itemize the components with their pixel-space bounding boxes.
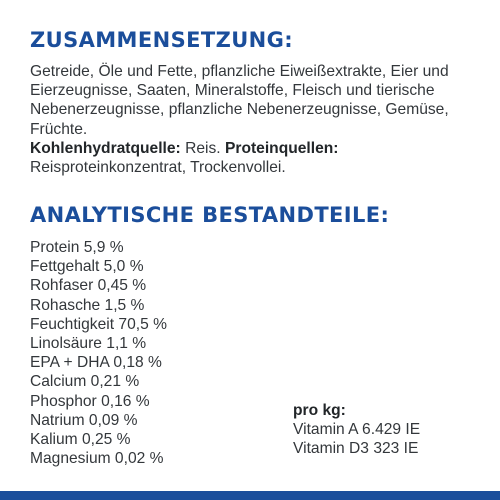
vitamin-d3-value: Vitamin D3 323 IE (293, 440, 419, 458)
analysis-item-epa-dha: EPA + DHA 0,18 % (30, 354, 162, 372)
analysis-item-sodium: Natrium 0,09 % (30, 411, 138, 429)
carb-source-label: Kohlenhydratquelle: (30, 139, 181, 157)
vitamin-list (293, 401, 420, 459)
vitamin-a-value: Vitamin A 6.429 IE (293, 421, 421, 439)
ingredients-list: Getreide, Öle und Fette, pflanzliche Eiweißextrakte, Eier und Eierzeugnisse, Saaten, Mineralstoffe, Fleisch und tierische Nebenerzeugnisse, pflanzliche Nebenerzeugnisse, Gemüse, Früchte. (30, 63, 449, 138)
protein-source-value: Reisproteinkonzentrat, Trockenvollei. (30, 159, 286, 177)
analysis-item-ash: Rohasche 1,5 % (30, 296, 145, 314)
bottom-accent-bar (0, 491, 500, 500)
per-kg-label: pro kg: (293, 402, 346, 419)
analysis-item-moisture: Feuchtigkeit 70,5 % (30, 315, 167, 333)
analysis-item-fiber: Rohfaser 0,45 % (30, 277, 147, 295)
analysis-item-protein: Protein 5,9 % (30, 239, 124, 256)
analysis-item-phosphorus: Phosphor 0,16 % (30, 392, 150, 410)
analysis-item-potassium: Kalium 0,25 % (30, 431, 131, 449)
analysis-list (30, 238, 167, 468)
analysis-item-calcium: Calcium 0,21 % (30, 373, 140, 391)
composition-heading: ZUSAMMENSETZUNG: (30, 28, 294, 52)
carb-source-value: Reis. (185, 139, 221, 157)
analysis-item-fat: Fettgehalt 5,0 % (30, 258, 144, 276)
analysis-heading: ANALYTISCHE BESTANDTEILE: (30, 203, 390, 227)
analysis-item-linoleic-acid: Linolsäure 1,1 % (30, 335, 147, 353)
protein-source-label: Proteinquellen: (224, 139, 339, 157)
analysis-item-magnesium: Magnesium 0,02 % (30, 450, 164, 468)
composition-text (30, 62, 490, 177)
